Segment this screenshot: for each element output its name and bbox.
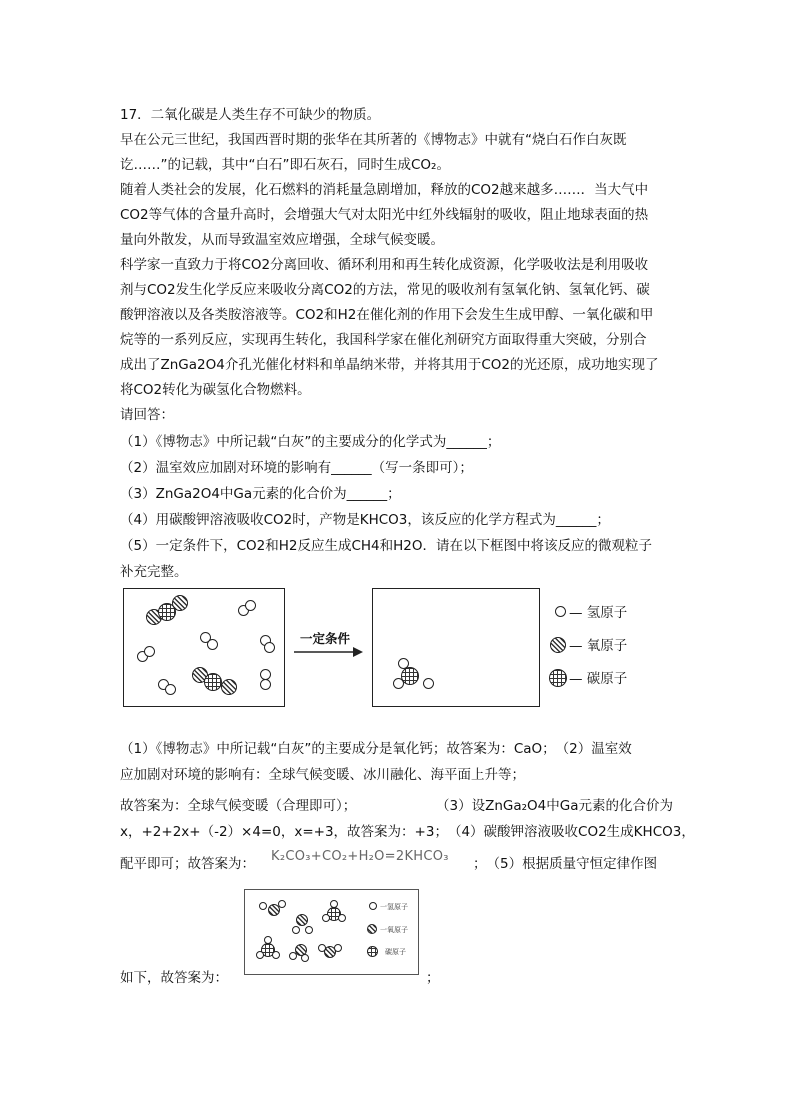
- paragraph-3-line-5: 成出了ZnGa2O4介孔光催化材料和单晶纳米带，并将其用于CO2的光还原，成功地实现了: [120, 357, 659, 373]
- carbon-atom: [204, 673, 222, 691]
- answer-line-2: 应加剧对环境的影响有：全球气候变暖、冰川融化、海平面上升等；: [120, 767, 525, 783]
- answer-diagram-box: [244, 889, 419, 975]
- answer-line-1: （1）《博物志》中所记载“白灰”的主要成分是氧化钙；故答案为：CaO； （2）温室效: [120, 741, 632, 757]
- paragraph-3-line-2: 剂与CO2发生化学反应来吸收分离CO2的方法，常见的吸收剂有氢氧化钠、氢氧化钙、碳: [120, 282, 650, 298]
- paragraph-3-line-4: 烷等的一系列反应，实现再生转化，我国科学家在催化剂研究方面取得重大突破，分别合: [120, 332, 647, 348]
- mini-legend-oxygen-label: 一氧原子: [380, 926, 408, 934]
- hydrogen-atom: [165, 684, 176, 695]
- legend-oxygen-icon: [550, 637, 566, 653]
- question-3: （3）ZnGa2O4中Ga元素的化合价为______；: [120, 486, 401, 502]
- question-2: （2）温室效应加剧对环境的影响有______（写一条即可）；: [120, 460, 473, 476]
- paragraph-2-line-3: 量向外散发，从而导致温室效应增强，全球气候变暖。: [120, 232, 444, 248]
- hydrogen-atom: [334, 944, 342, 952]
- hydrogen-atom: [245, 600, 256, 611]
- hydrogen-atom: [264, 936, 272, 944]
- paragraph-3-line-3: 酸钾溶液以及各类胺溶液等。CO2和H2在催化剂的作用下会发生生成甲醇、一氧化碳和甲: [120, 307, 654, 323]
- carbon-atom: [401, 667, 419, 685]
- hydrogen-atom: [338, 914, 346, 922]
- paragraph-2-line-1: 随着人类社会的发展，化石燃料的消耗量急剧增加，释放的CO2越来越多……．当大气中: [120, 182, 649, 198]
- legend-hydrogen-label: — 氢原子: [569, 605, 628, 621]
- hydrogen-atom: [144, 646, 155, 657]
- answer-line-3-right: （3）设ZnGa₂O4中Ga元素的化合价为: [436, 798, 673, 814]
- answer-line-5-left: 配平即可；故答案为：: [120, 856, 255, 872]
- mini-legend-oxygen-icon: [367, 924, 377, 934]
- hydrogen-atom: [292, 926, 300, 934]
- legend-oxygen-label: — 氧原子: [569, 638, 628, 654]
- question-4: （4）用碳酸钾溶液吸收CO2时，产物是KHCO3，该反应的化学方程式为______；: [120, 512, 610, 528]
- paragraph-3-line-1: 科学家一直致力于将CO2分离回收、循环利用和再生转化成资源，化学吸收法是利用吸收: [120, 257, 649, 273]
- answer-prompt: 请回答：: [120, 407, 174, 423]
- legend-carbon-label: — 碳原子: [569, 671, 628, 687]
- question-5-line-1: （5）一定条件下，CO2和H2反应生成CH4和H2O．请在以下框图中将该反应的微观粒子: [120, 538, 653, 554]
- paragraph-2-line-2: CO2等气体的含量升高时，会增强大气对太阳光中红外线辐射的吸收，阻止地球表面的热: [120, 207, 649, 223]
- hydrogen-atom: [278, 900, 286, 908]
- oxygen-atom: [221, 679, 237, 695]
- answer-line-6-left: 如下，故答案为：: [120, 970, 228, 986]
- hydrogen-atom: [305, 926, 313, 934]
- mini-legend-carbon-label: 碳原子: [385, 948, 406, 956]
- hydrogen-atom: [264, 642, 275, 653]
- hydrogen-atom: [318, 944, 326, 952]
- legend-hydrogen-icon: [555, 606, 566, 617]
- mini-legend-hydrogen-icon: [369, 902, 377, 910]
- paragraph-1-line-2: 讫……”的记载，其中“白石”即石灰石，同时生成CO₂。: [120, 157, 450, 173]
- hydrogen-atom: [256, 951, 264, 959]
- question-1: （1）《博物志》中所记载“白灰”的主要成分的化学式为______；: [120, 434, 501, 450]
- reaction-arrow-icon: [293, 646, 365, 658]
- hydrogen-atom: [330, 900, 338, 908]
- hydrogen-atom: [259, 902, 267, 910]
- hydrogen-atom: [272, 951, 280, 959]
- mini-legend-hydrogen-label: 一氢原子: [380, 903, 408, 911]
- reactants-box: [123, 588, 285, 707]
- answer-line-3-left: 故答案为：全球气候变暖（合理即可）；: [120, 798, 357, 814]
- chemical-equation: K₂CO₃+CO₂+H₂O=2KHCO₃: [271, 849, 449, 864]
- paragraph-1-line-1: 早在公元三世纪，我国西晋时期的张华在其所著的《博物志》中就有“烧白石作白灰既: [120, 132, 627, 148]
- hydrogen-atom: [207, 639, 218, 650]
- oxygen-atom: [172, 595, 188, 611]
- answer-line-6-right: ；: [426, 970, 440, 986]
- answer-line-5-right: ； （5）根据质量守恒定律作图: [473, 856, 658, 872]
- question-5-line-2: 补充完整。: [120, 564, 188, 580]
- hydrogen-atom: [289, 952, 297, 960]
- paragraph-3-line-6: 将CO2转化为碳氢化合物燃料。: [120, 382, 311, 398]
- hydrogen-atom: [322, 914, 330, 922]
- oxygen-atom: [296, 914, 308, 926]
- arrow-label: 一定条件: [300, 631, 351, 646]
- products-box: [372, 588, 540, 707]
- mini-legend-carbon-icon: [367, 946, 378, 957]
- question-title: 17．二氧化碳是人类生存不可缺少的物质。: [120, 107, 381, 123]
- hydrogen-atom: [301, 954, 309, 962]
- legend-carbon-icon: [549, 669, 567, 687]
- hydrogen-atom: [423, 678, 434, 689]
- hydrogen-atom: [260, 679, 271, 690]
- answer-line-4: x，+2+2x+（-2）×4=0，x=+3，故答案为：+3； （4）碳酸钾溶液吸收CO2生成KHCO3，: [120, 824, 695, 840]
